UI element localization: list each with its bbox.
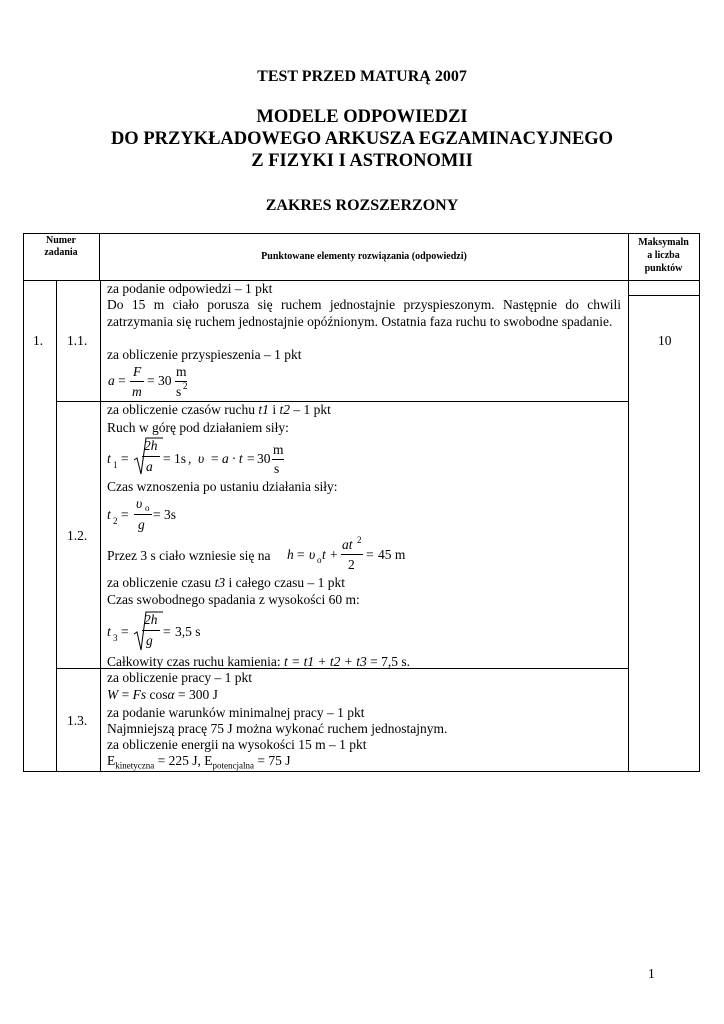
page-number: 1: [648, 966, 655, 981]
explanation-text: Ruch w górę pod działaniem siły:: [107, 420, 289, 435]
document-title-line: Z FIZYKI I ASTRONOMII: [251, 151, 473, 171]
document-title-line: MODELE ODPOWIEDZI: [256, 107, 468, 127]
header-line: a liczba: [647, 250, 680, 261]
total-time: Całkowity czas ruchu kamienia: t = t1 + t2 + t3 = 7,5 s.: [107, 654, 411, 669]
header-line: zadania: [44, 247, 78, 258]
subtask-number: 1.2.: [67, 528, 88, 543]
header-line: Maksymaln: [638, 237, 689, 248]
scoring-line: za obliczenie przyspieszenia – 1 pkt: [107, 347, 302, 362]
document-title-line: DO PRZYKŁADOWEGO ARKUSZA EGZAMINACYJNEGO: [110, 129, 614, 149]
explanation-text: Przez 3 s ciało wzniesie się na: [107, 548, 271, 563]
explanation-text: Czas swobodnego spadania z wysokości 60 m:: [107, 592, 360, 607]
explanation-text: Najmniejszą pracę 75 J można wykonać ruchem jednostajnym.: [107, 721, 448, 736]
column-header-points: [628, 236, 699, 275]
work-formula: W = Fs cosα = 300 J: [107, 687, 218, 702]
scoring-line: za obliczenie czasu t3 i całego czasu – 1 pkt: [107, 575, 346, 590]
scoring-line: za obliczenie pracy – 1 pkt: [107, 670, 253, 685]
scoring-line: za obliczenie czasów ruchu t1 i t2 – 1 pkt: [107, 402, 331, 417]
subtask-number: 1.1.: [67, 333, 88, 348]
task-number: 1.: [33, 333, 44, 348]
subtask-number: 1.3.: [67, 713, 88, 728]
scoring-line: za podanie odpowiedzi – 1 pkt: [107, 281, 273, 296]
header-line: Numer: [46, 235, 76, 246]
scope-title: ZAKRES ROZSZERZONY: [265, 197, 459, 214]
energy-values: $E_{kinetyczna} = 225$ J, $E_{potencjalna} = 75$ J: [107, 753, 291, 771]
explanation-text: Czas wznoszenia po ustaniu działania siły:: [107, 479, 338, 494]
column-header-number: [23, 235, 99, 259]
max-points: 10: [658, 333, 672, 348]
scoring-line: za podanie warunków minimalnej pracy – 1 pkt: [107, 705, 365, 720]
header-line: punktów: [644, 263, 683, 274]
page-title: TEST PRZED MATURĄ 2007: [257, 68, 467, 85]
scoring-line: za obliczenie energii na wysokości 15 m – 1 pkt: [107, 737, 367, 752]
answer-text: Do 15 m ciało porusza się ruchem jednostajnie przyspieszonym. Następnie do chwili zatrzymania się ruchem jednostajnie opóźnionym. Ostatnia faza ruchu to swobodne spadanie.: [107, 297, 621, 329]
document-title: [0, 106, 724, 172]
column-header-elements: Punktowane elementy rozwiązania (odpowiedzi): [261, 251, 467, 262]
